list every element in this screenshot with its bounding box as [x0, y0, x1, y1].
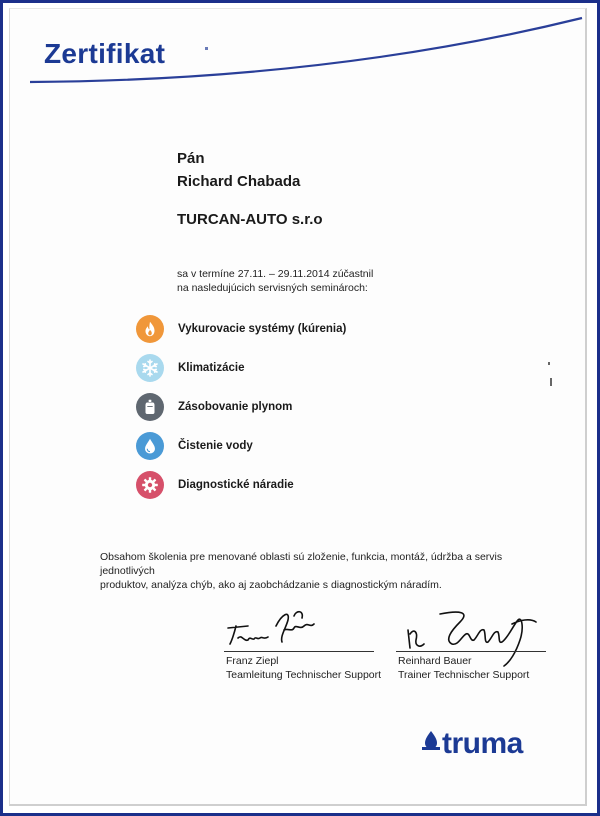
intro-text [177, 267, 373, 295]
seminar-item-water-cleaning [136, 431, 253, 461]
flame-icon [136, 315, 164, 343]
seminar-item-diagnostic-tools [136, 470, 294, 500]
scan-speck [550, 378, 552, 386]
training-description [100, 550, 530, 592]
gear-icon [136, 471, 164, 499]
truma-logo-mark [420, 729, 442, 759]
signatory-role: Teamleitung Technischer Support [226, 668, 382, 681]
signatory-name: Franz Ziepl [226, 655, 279, 667]
seminar-label: Čistenie vody [178, 440, 253, 452]
water-drop-icon [136, 432, 164, 460]
signatory-left [226, 655, 381, 682]
scan-speck [548, 362, 550, 365]
signature-line-left [224, 651, 374, 652]
description-line-2: produktov, analýza chýb, ako aj zaobchádzanie s diagnostickým náradím. [100, 579, 442, 591]
seminar-label: Zásobovanie plynom [178, 401, 293, 413]
signatory-role: Trainer Technischer Support [398, 668, 530, 681]
intro-line-1: sa v termíne 27.11. – 29.11.2014 zúčastnil [177, 268, 374, 280]
snowflake-icon [136, 354, 164, 382]
seminar-label: Diagnostické náradie [178, 479, 294, 491]
seminar-label: Vykurovacie systémy (kúrenia) [178, 323, 347, 335]
certificate-paper [9, 8, 587, 806]
description-line-1: Obsahom školenia pre menované oblasti sú zloženie, funkcia, montáž, údržba a servis jednotlivých [100, 551, 503, 577]
signatory-name: Reinhard Bauer [398, 655, 472, 667]
gas-bottle-icon [136, 393, 164, 421]
seminar-item-air-conditioning [136, 353, 244, 383]
recipient-name: Richard Chabada [177, 173, 301, 190]
certificate-title: Zertifikat [44, 38, 166, 69]
recipient-company: TURCAN-AUTO s.r.o [177, 211, 323, 228]
truma-logo [420, 724, 523, 764]
truma-logo-text: truma [442, 727, 523, 760]
recipient-salutation: Pán [177, 150, 205, 167]
signature-line-right [396, 651, 546, 652]
intro-line-2: na nasledujúcich servisných seminároch: [177, 282, 368, 294]
seminar-label: Klimatizácie [178, 362, 245, 374]
seminar-item-gas-supply [136, 392, 292, 422]
signature-franz-ziepl [224, 606, 324, 652]
scan-speck [205, 47, 208, 50]
seminar-item-heating [136, 314, 346, 344]
signatory-right [398, 655, 529, 682]
